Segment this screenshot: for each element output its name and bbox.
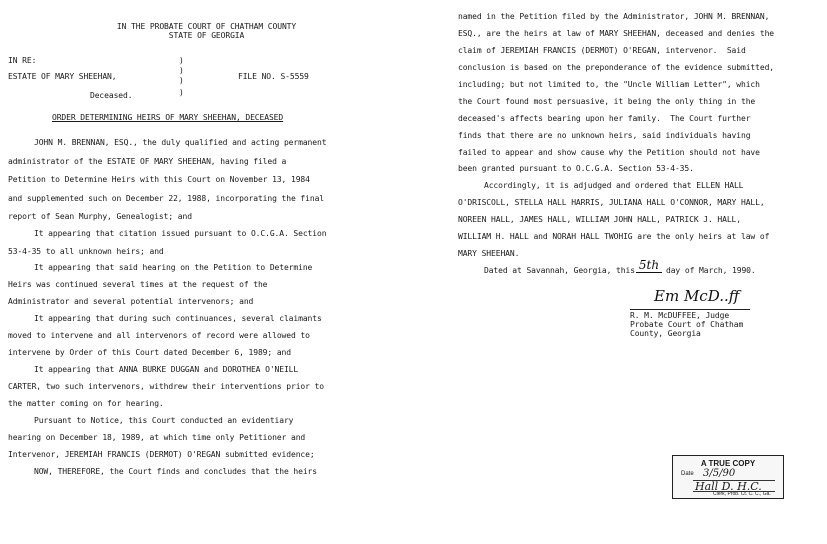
body-line: Accordingly, it is adjudged and ordered that ELLEN HALL <box>484 181 744 190</box>
body-line: 53-4-35 to all unknown heirs; and <box>8 247 164 256</box>
order-title: ORDER DETERMINING HEIRS OF MARY SHEEHAN, DECEASED <box>52 113 284 122</box>
stamp-clerk-label: Clerk, Prob. Ct. C. C., Ga. <box>713 491 771 497</box>
body-line: named in the Petition filed by the Administrator, JOHN M. BRENNAN, <box>458 12 770 21</box>
body-line: CARTER, two such intervenors, withdrew their interventions prior to <box>8 382 324 391</box>
body-line: Pursuant to Notice, this Court conducted an evidentiary <box>34 416 294 425</box>
body-line: intervene by Order of this Court dated December 6, 1989; and <box>8 348 291 357</box>
deceased-label: Deceased. <box>90 91 133 100</box>
body-line: deceased's affects bearing upon her family. The Court further <box>458 114 751 123</box>
body-line: MARY SHEEHAN. <box>458 249 520 258</box>
body-line: Heirs was continued several times at the request of the <box>8 280 268 289</box>
caption-bracket: ) <box>179 76 184 85</box>
judge-signature: Em McD..ff <box>654 287 740 305</box>
file-number: FILE NO. S-5559 <box>238 72 309 81</box>
body-line: NOREEN HALL, JAMES HALL, WILLIAM JOHN HALL, PATRICK J. HALL, <box>458 215 741 224</box>
body-line: hearing on December 18, 1989, at which time only Petitioner and <box>8 433 306 442</box>
judge-county: County, Georgia <box>630 329 701 338</box>
estate-caption: ESTATE OF MARY SHEEHAN, <box>8 72 117 81</box>
body-line: Intervenor, JEREMIAH FRANCIS (DERMOT) O'REGAN submitted evidence; <box>8 450 315 459</box>
dated-suffix: day of March, 1990. <box>666 266 756 275</box>
in-re-label: IN RE: <box>8 56 37 65</box>
body-line: claim of JEREMIAH FRANCIS (DERMOT) O'REGAN, intervenor. Said <box>458 46 746 55</box>
body-line: Administrator and several potential intervenors; and <box>8 297 254 306</box>
body-line: It appearing that citation issued pursuant to O.C.G.A. Section <box>34 229 327 238</box>
stamp-title: A TRUE COPY <box>700 459 756 468</box>
true-copy-stamp <box>672 455 784 499</box>
body-line: including; but not limited to, the "Uncle William Letter", which <box>458 80 760 89</box>
body-line: failed to appear and show cause why the Petition should not have <box>458 148 760 157</box>
stamp-signature: Hall D. H.C. <box>695 480 762 493</box>
body-line: moved to intervene and all intervenors of record were allowed to <box>8 331 310 340</box>
signature-line <box>630 309 750 310</box>
caption-bracket: ) <box>179 56 184 65</box>
right-page <box>414 0 827 544</box>
court-heading: IN THE PROBATE COURT OF CHATHAM COUNTY <box>116 22 297 31</box>
body-line: It appearing that said hearing on the Petition to Determine <box>34 263 313 272</box>
judge-name: R. M. McDUFFEE, Judge <box>630 311 730 320</box>
body-line: conclusion is based on the preponderance of the evidence submitted, <box>458 63 774 72</box>
body-line: WILLIAM H. HALL and NORAH HALL TWOHIG are the only heirs at law of <box>458 232 770 241</box>
body-line: NOW, THEREFORE, the Court finds and concludes that the heirs <box>34 467 317 476</box>
state-heading: STATE OF GEORGIA <box>168 31 245 40</box>
body-line: the matter coming on for hearing. <box>8 399 164 408</box>
body-line: JOHN M. BRENNAN, ESQ., the duly qualified and acting permanent <box>34 138 327 147</box>
caption-bracket: ) <box>179 88 184 97</box>
body-line: and supplemented such on December 22, 1988, incorporating the final <box>8 194 324 203</box>
caption-bracket: ) <box>179 66 184 75</box>
body-line: been granted pursuant to O.C.G.A. Section 53-4-35. <box>458 164 694 173</box>
body-line: O'DRISCOLL, STELLA HALL HARRIS, JULIANA HALL O'CONNOR, MARY HALL, <box>458 198 765 207</box>
stamp-date-label: Date <box>681 471 694 477</box>
handwritten-day: 5th <box>636 258 662 273</box>
body-line: Petition to Determine Heirs with this Court on November 13, 1984 <box>8 175 310 184</box>
body-line: It appearing that during such continuances, several claimants <box>34 314 322 323</box>
body-line: report of Sean Murphy, Genealogist; and <box>8 212 192 221</box>
body-line: ESQ., are the heirs at law of MARY SHEEHAN, deceased and denies the <box>458 29 774 38</box>
body-line: administrator of the ESTATE OF MARY SHEEHAN, having filed a <box>8 157 287 166</box>
body-line: finds that there are no unknown heirs, said individuals having <box>458 131 751 140</box>
left-page <box>0 0 413 544</box>
body-line: It appearing that ANNA BURKE DUGGAN and DOROTHEA O'NEILL <box>34 365 299 374</box>
judge-court: Probate Court of Chatham <box>630 320 744 329</box>
body-line: the Court found most persuasive, it being the only thing in the <box>458 97 756 106</box>
stamp-date-value: 3/5/90 <box>703 468 736 479</box>
dated-prefix: Dated at Savannah, Georgia, this <box>484 266 635 275</box>
